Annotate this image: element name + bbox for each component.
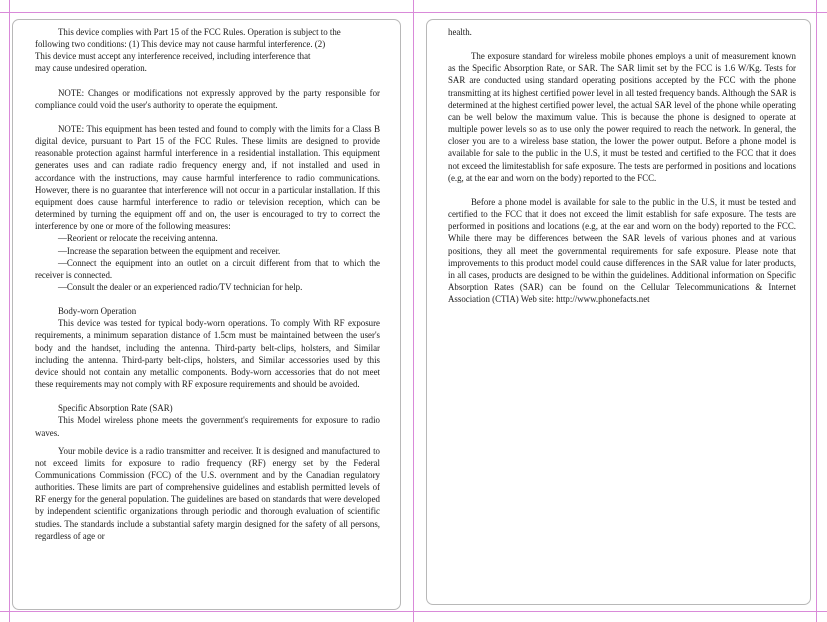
sar-testing-text: Before a phone model is available for sale to the public in the U.S, it must be tested and certified to the FCC that it does not exceed the limit establish for safe exposure. The tests are performed in positions and locations (e.g, at the ear and worn on the body) reported to the FCC. While there may be differences between the SAR levels of various phones and at various positions, they all meet the governmental requirements for safe exposure. Please note that improvements to this product model could cause differences in the SAR value for later products, in all cases, products are designed to be within the guidelines. Additional information on Specific Absorption Rates (SAR) can be found on the Cellular Telecommunications & Internet Association (CTIA) Web site: http://www.phonefacts.net bbox=[448, 196, 796, 305]
left-page bbox=[12, 19, 401, 610]
guide-line-center bbox=[413, 0, 414, 622]
class-b-note: NOTE: This equipment has been tested and found to comply with the limits for a Class B digital device, pursuant to Part 15 of the FCC Rules. These limits are designed to provide reasonable protection against harmful interference in a residential installation. This equipment generates uses and can radiate radio frequency energy and, if not installed and used in accordance with the instructions, may cause harmful interference to radio communications. However, there is no guarantee that interference will not occur in a particular installation. If this equipment does cause harmful interference to radio or television reception, which can be determined by turning the equipment off and on, the user is encouraged to try to correct the interference by one or more of the following measures: bbox=[35, 123, 380, 232]
guide-line-left bbox=[9, 0, 10, 622]
compliance-line-1: This device complies with Part 15 of the FCC Rules. Operation is subject to the bbox=[58, 27, 341, 37]
sar-intro-text: This Model wireless phone meets the government's requirements for exposure to radio waves. bbox=[35, 415, 380, 438]
compliance-line-3: This device must accept any interference received, including interference that bbox=[35, 51, 311, 62]
sar-heading: Specific Absorption Rate (SAR) bbox=[58, 403, 173, 414]
measure-item: —Consult the dealer or an experienced radio/TV technician for help. bbox=[58, 281, 303, 292]
compliance-line-4: may cause undesired operation. bbox=[35, 63, 147, 74]
compliance-line-2: following two conditions: (1) This device may not cause harmful interference. (2) bbox=[35, 39, 326, 50]
modifications-note: NOTE: Changes or modifications not expressly approved by the party responsible for compliance could void the user's authority to operate the equipment. bbox=[35, 87, 380, 110]
exposure-standard-text: The exposure standard for wireless mobile phones employs a unit of measurement known as the Specific Absorption Rate, or SAR. The SAR limit set by the FCC is 1.6 W/Kg. Tests for SAR are conducted using standard operating positions accepted by the FCC with the phone transmitting at its highest certified power level in all tested frequency bands. Although the SAR is determined at the highest certified power level, the actual SAR level of the phone while operating can be well below the maximum value. This is because the phone is designed to operate at multiple power levels so as to use only the power required to reach the network. In general, the closer you are to a wireless base station, the lower the power output. Before a phone model is available for sale to the public in the U.S, it must be tested and certified to the FCC that it does not exceed the limitestablish for safe exposure. The tests are performed in positions and locations (e.g, at the ear and worn on the body) reported to the FCC. bbox=[448, 51, 796, 183]
measure-item: —Connect the equipment into an outlet on a circuit different from that to which the receiver is connected. bbox=[35, 257, 380, 280]
guide-line-right bbox=[816, 0, 817, 622]
sar-body-text: Your mobile device is a radio transmitter and receiver. It is designed and manufactured to not exceed limits for exposure to radio frequency (RF) energy set by the Federal Communications Commission (FCC) of the U.S. overnment and by the Canadian regulatory authorities. These limits are part of comprehensive guidelines and establish permitted levels of RF energy for the general population. The guidelines are based on standards that were developed by independent scientific organizations through periodic and thorough evaluation of scientific studies. The standards include a substantial safety margin designed for the safety of all persons, regardless of age or bbox=[35, 445, 380, 541]
measure-item: —Reorient or relocate the receiving antenna. bbox=[58, 233, 218, 244]
right-page bbox=[426, 19, 811, 605]
measure-item: —Increase the separation between the equipment and receiver. bbox=[58, 245, 281, 256]
continuation-text: health. bbox=[448, 27, 472, 37]
body-worn-heading: Body-worn Operation bbox=[58, 306, 137, 317]
body-worn-text: This device was tested for typical body-worn operations. To comply With RF exposure requirements, a minimum separation distance of 1.5cm must be maintained between the user's body and the handset, including the antenna. Third-party belt-clips, holsters, and Similar including the antenna. Third-party belt-clips, holsters, and Similar accessories used by this device should not contain any metallic components. Body-worn accessories that do not meet these requirements may not comply with RF exposure requirements and should be avoided. bbox=[35, 318, 380, 390]
